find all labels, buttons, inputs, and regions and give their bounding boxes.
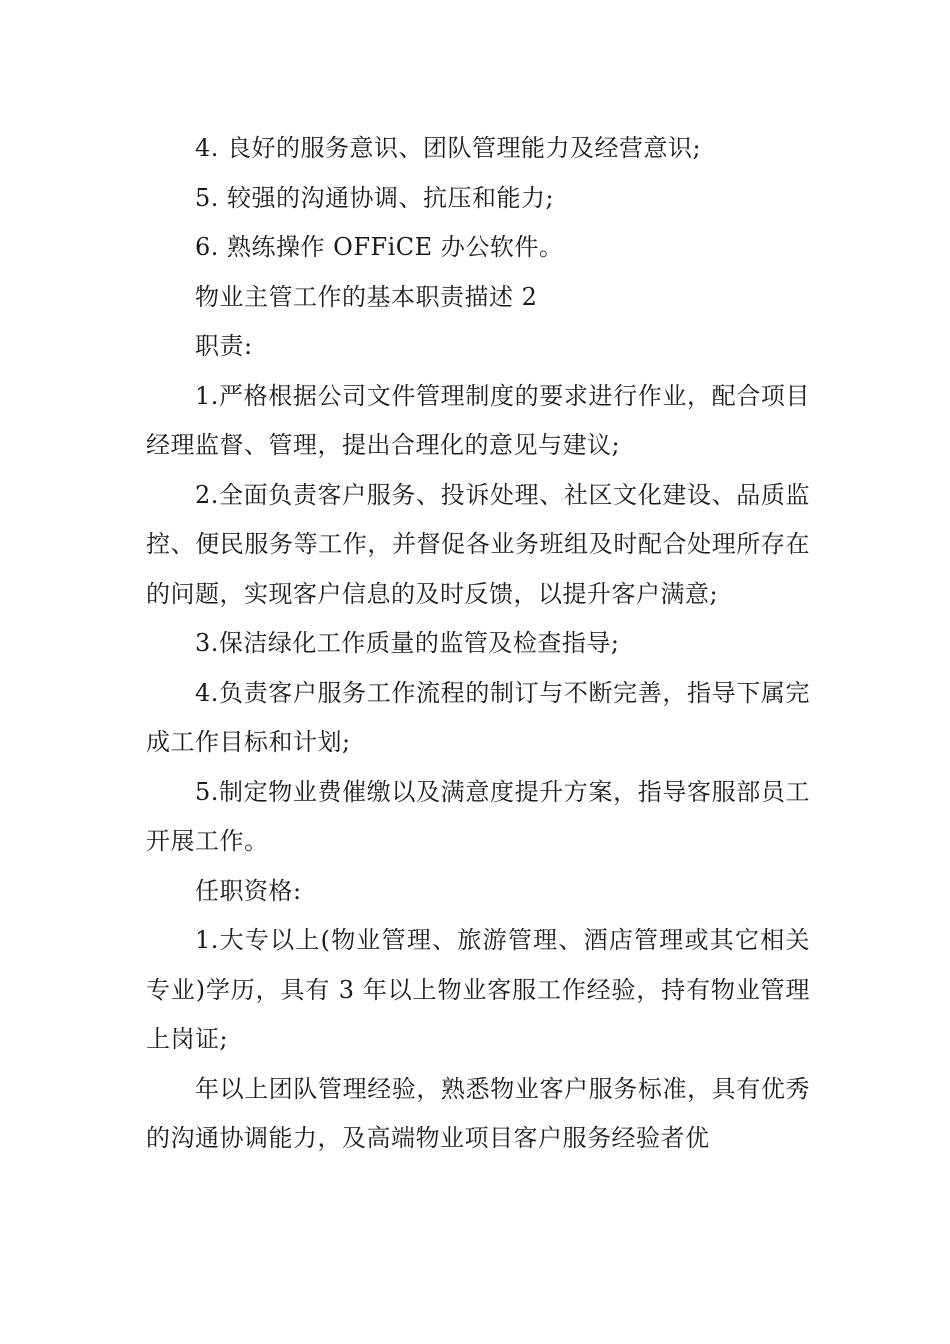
duty-item-3: 3.保洁绿化工作质量的监管及检查指导;	[195, 629, 620, 657]
duty-item-5: 5.制定物业费催缴以及满意度提升方案，指导客服部员工开展工作。	[146, 777, 810, 855]
requirement-item-5: 5. 较强的沟通协调、抗压和能力;	[195, 183, 555, 212]
requirement-item-6: 6. 熟练操作 OFFiCE 办公软件。	[195, 233, 564, 261]
requirement-item-4: 4. 良好的服务意识、团队管理能力及经营意识;	[195, 134, 702, 162]
duty-item-4: 4.负责客户服务工作流程的制订与不断完善，指导下属完成工作目标和计划;	[146, 678, 810, 756]
qualifications-label: 任职资格:	[195, 876, 302, 905]
section-heading: 物业主管工作的基本职责描述 2	[195, 282, 538, 311]
qualification-item-1: 1.大专以上(物业管理、旅游管理、酒店管理或其它相关专业)学历，具有 3 年以上物业客服工作经验，持有物业管理上岗证;	[146, 926, 810, 1053]
duties-label: 职责:	[195, 332, 253, 360]
duty-item-2: 2.全面负责客户服务、投诉处理、社区文化建设、品质监控、便民服务等工作，并督促各业务班组及时配合处理所存在的问题，实现客户信息的及时反馈，以提升客户满意;	[146, 480, 810, 608]
duty-item-1: 1.严格根据公司文件管理制度的要求进行作业，配合项目经理监督、管理，提出合理化的意见与建议;	[146, 381, 810, 459]
document-body	[146, 124, 810, 1164]
qualification-item-2: 年以上团队管理经验，熟悉物业客户服务标准，具有优秀的沟通协调能力，及高端物业项目客户服务经验者优	[146, 1074, 810, 1152]
